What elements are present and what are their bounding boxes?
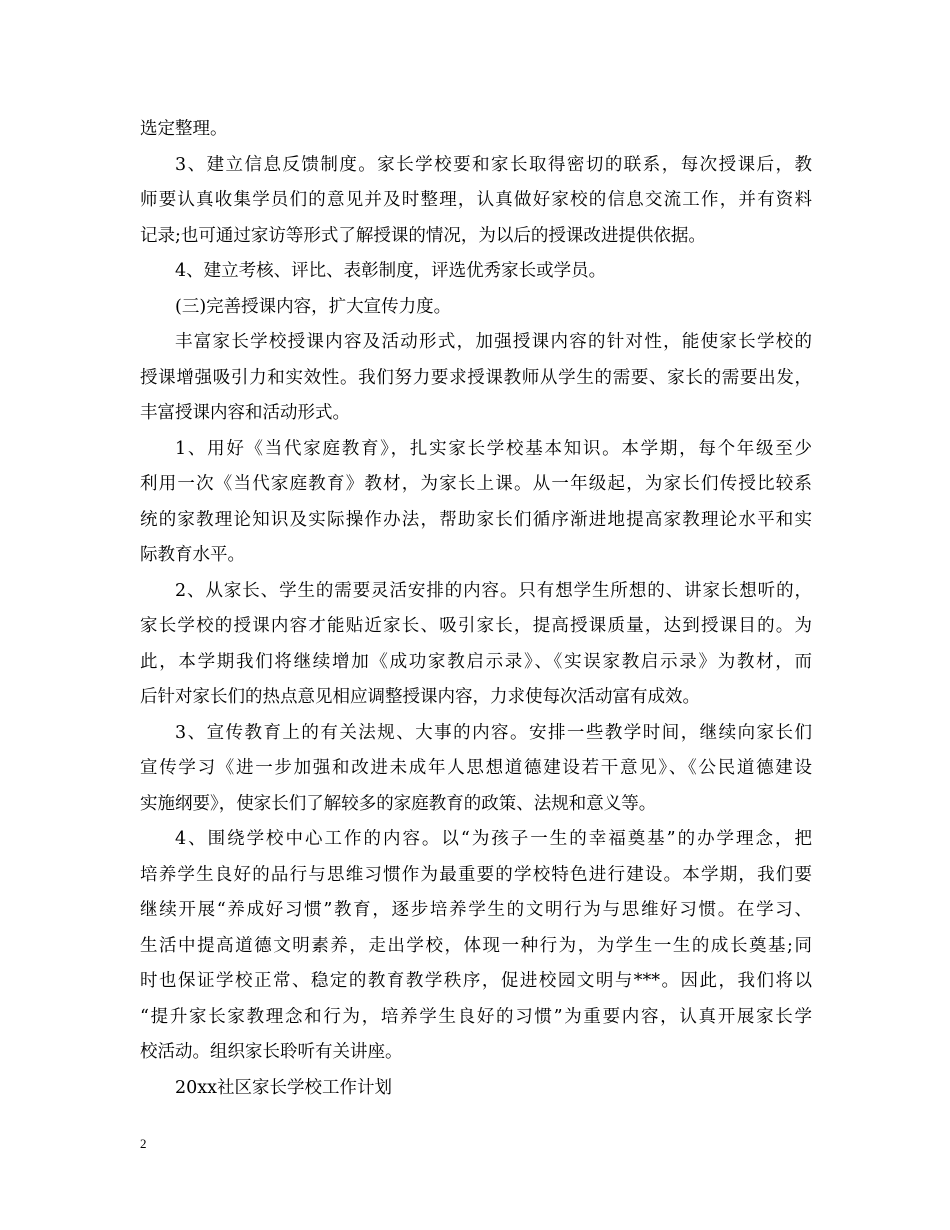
text-line: 际教育水平。 [140, 545, 245, 565]
text-line: 后针对家长们的热点意见相应调整授课内容，力求使每次活动富有成效。 [140, 687, 700, 707]
text-line: 生活中提高道德文明素养，走出学校，体现一种行为，为学生一生的成长奠基;同 [140, 935, 812, 956]
text-line: 20xx社区家长学校工作计划 [175, 1077, 393, 1098]
text-line: 选定整理。 [140, 119, 228, 139]
text-line: “提升家长家教理念和行为，培养学生良好的习惯”为重要内容，认真开展家长学 [140, 1006, 812, 1027]
text-line: 统的家教理论知识及实际操作办法，帮助家长们循序渐进地提高家教理论水平和实 [140, 509, 812, 530]
text-line: 2、从家长、学生的需要灵活安排的内容。只有想学生所想的、讲家长想听的， [175, 580, 812, 601]
text-line: 记录;也可通过家访等形式了解授课的情况，为以后的授课改进提供依据。 [140, 225, 706, 246]
text-line: 1、用好《当代家庭教育》，扎实家长学校基本知识。本学期，每个年级至少 [175, 438, 812, 459]
text-line: 4、建立考核、评比、表彰制度，评选优秀家长或学员。 [175, 261, 607, 281]
text-line: 丰富授课内容和活动形式。 [140, 403, 350, 423]
text-line: 3、建立信息反馈制度。家长学校要和家长取得密切的联系，每次授课后，教 [175, 154, 812, 175]
text-line: 利用一次《当代家庭教育》教材，为家长上课。从一年级起，为家长们传授比较系 [140, 474, 812, 494]
text-line: 师要认真收集学员们的意见并及时整理，认真做好家校的信息交流工作，并有资料 [140, 190, 812, 210]
text-line: 校活动。组织家长聆听有关讲座。 [140, 1042, 403, 1062]
text-line: 宣传学习《进一步加强和改进未成年人思想道德建设若干意见》、《公民道德建设 [140, 758, 812, 778]
text-line: 4、围绕学校中心工作的内容。以“为孩子一生的幸福奠基”的办学理念，把 [175, 829, 812, 849]
text-line: 家长学校的授课内容才能贴近家长、吸引家长，提高授课质量，达到授课目的。为 [140, 616, 812, 636]
text-line: 继续开展“养成好习惯”教育，逐步培养学生的文明行为与思维好习惯。在学习、 [140, 900, 812, 920]
text-line: 培养学生良好的品行与思维习惯作为最重要的学校特色进行建设。本学期，我们要 [140, 864, 812, 885]
text-line: 3、宣传教育上的有关法规、大事的内容。安排一些教学时间，继续向家长们 [175, 722, 812, 743]
body-text [140, 112, 812, 1106]
text-line: 授课增强吸引力和实效性。我们努力要求授课教师从学生的需要、家长的需要出发， [140, 367, 812, 388]
text-line: 实施纲要》，使家长们了解较多的家庭教育的政策、法规和意义等。 [140, 793, 657, 814]
text-line: 丰富家长学校授课内容及活动形式，加强授课内容的针对性，能使家长学校的 [175, 332, 812, 352]
page-number: 2 [140, 1136, 147, 1151]
text-line: 此，本学期我们将继续增加《成功家教启示录》、《实误家教启示录》为教材，而 [140, 651, 812, 672]
text-line: 时也保证学校正常、稳定的教育教学秩序，促进校园文明与***。因此，我们将以 [140, 971, 812, 991]
text-line: (三)完善授课内容，扩大宣传力度。 [175, 296, 452, 317]
